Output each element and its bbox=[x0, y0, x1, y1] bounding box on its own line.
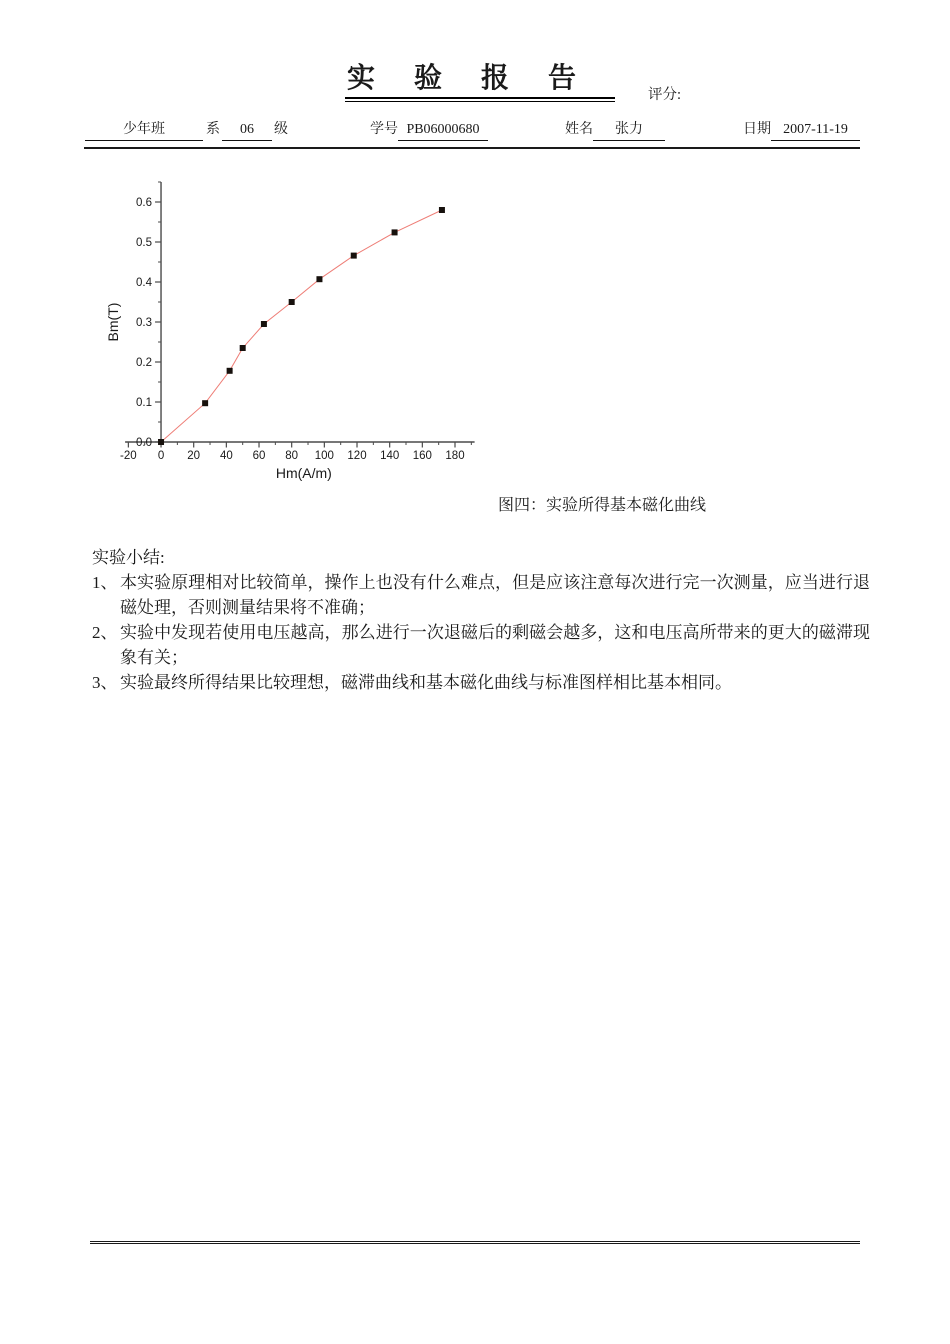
report-title: 实验报告 bbox=[345, 64, 615, 99]
class-field: 少年班 bbox=[85, 120, 203, 141]
list-item bbox=[92, 570, 870, 620]
date-field: 2007-11-19 bbox=[771, 120, 860, 141]
list-item-number: 3、 bbox=[92, 673, 118, 692]
x-tick-label: 80 bbox=[285, 450, 299, 462]
list-item-text: 实验最终所得结果比较理想，磁滞曲线和基本磁化曲线与标准图样相比基本相同。 bbox=[120, 673, 732, 692]
data-point-marker bbox=[261, 321, 267, 327]
y-tick-label: 0.1 bbox=[136, 397, 153, 409]
x-tick-label: 160 bbox=[412, 450, 432, 462]
magnetization-curve-chart bbox=[98, 176, 510, 496]
x-tick-label: 100 bbox=[314, 450, 334, 462]
header-info-row bbox=[0, 120, 950, 141]
list-item-text: 本实验原理相对比较简单，操作上也没有什么难点，但是应该注意每次进行完一次测量，应当进行退磁处理，否则测量结果将不准确； bbox=[120, 573, 870, 617]
list-item-text: 实验中发现若使用电压越高，那么进行一次退磁后的剩磁会越多，这和电压高所带来的更大的磁滞现象有关； bbox=[120, 623, 870, 667]
data-point-marker bbox=[351, 253, 357, 259]
y-tick-label: 0.2 bbox=[136, 357, 153, 369]
x-tick-label: 180 bbox=[445, 450, 465, 462]
data-point-marker bbox=[202, 400, 208, 406]
score-label: 评分: bbox=[648, 87, 682, 103]
x-tick-label: 20 bbox=[187, 450, 201, 462]
header-rule bbox=[84, 147, 860, 149]
grade-suffix: 级 bbox=[274, 122, 288, 137]
list-item-number: 1、 bbox=[92, 573, 118, 592]
name-label: 姓名 bbox=[565, 122, 593, 137]
y-tick-label: 0.3 bbox=[136, 317, 153, 329]
x-tick-label: 120 bbox=[347, 450, 367, 462]
y-tick-label: 0.0 bbox=[136, 437, 153, 449]
data-point-marker bbox=[289, 299, 295, 305]
x-tick-label: 0 bbox=[157, 450, 165, 462]
x-tick-label: 40 bbox=[219, 450, 233, 462]
dept-label: 系 bbox=[206, 122, 220, 137]
summary-heading: 实验小结: bbox=[92, 548, 165, 567]
grade-field: 06 bbox=[222, 120, 272, 141]
name-field: 张力 bbox=[593, 120, 665, 141]
data-point-marker bbox=[392, 229, 398, 235]
student-id-label: 学号 bbox=[370, 122, 398, 137]
x-tick-label: 60 bbox=[252, 450, 266, 462]
y-tick-label: 0.4 bbox=[136, 277, 153, 289]
data-point-marker bbox=[240, 345, 246, 351]
date-label: 日期 bbox=[743, 122, 771, 137]
x-tick-label: 140 bbox=[380, 450, 400, 462]
report-title-underline bbox=[345, 64, 615, 102]
y-tick-label: 0.5 bbox=[136, 237, 153, 249]
figure-caption: 图四：实验所得基本磁化曲线 bbox=[498, 497, 707, 514]
data-point-marker bbox=[316, 276, 322, 282]
data-point-marker bbox=[158, 439, 164, 445]
data-point-marker bbox=[439, 207, 445, 213]
experiment-summary bbox=[92, 545, 870, 695]
list-item bbox=[92, 670, 870, 695]
list-item-number: 2、 bbox=[92, 623, 118, 642]
list-item bbox=[92, 620, 870, 670]
x-tick-label: -20 bbox=[120, 450, 137, 462]
y-axis-label: Bm(T) bbox=[105, 302, 121, 342]
data-line bbox=[161, 210, 442, 442]
bottom-rule bbox=[90, 1241, 860, 1244]
data-point-marker bbox=[227, 368, 233, 374]
x-axis-label: Hm(A/m) bbox=[275, 465, 332, 481]
student-id-field: PB06000680 bbox=[398, 120, 488, 141]
y-tick-label: 0.6 bbox=[136, 197, 153, 209]
